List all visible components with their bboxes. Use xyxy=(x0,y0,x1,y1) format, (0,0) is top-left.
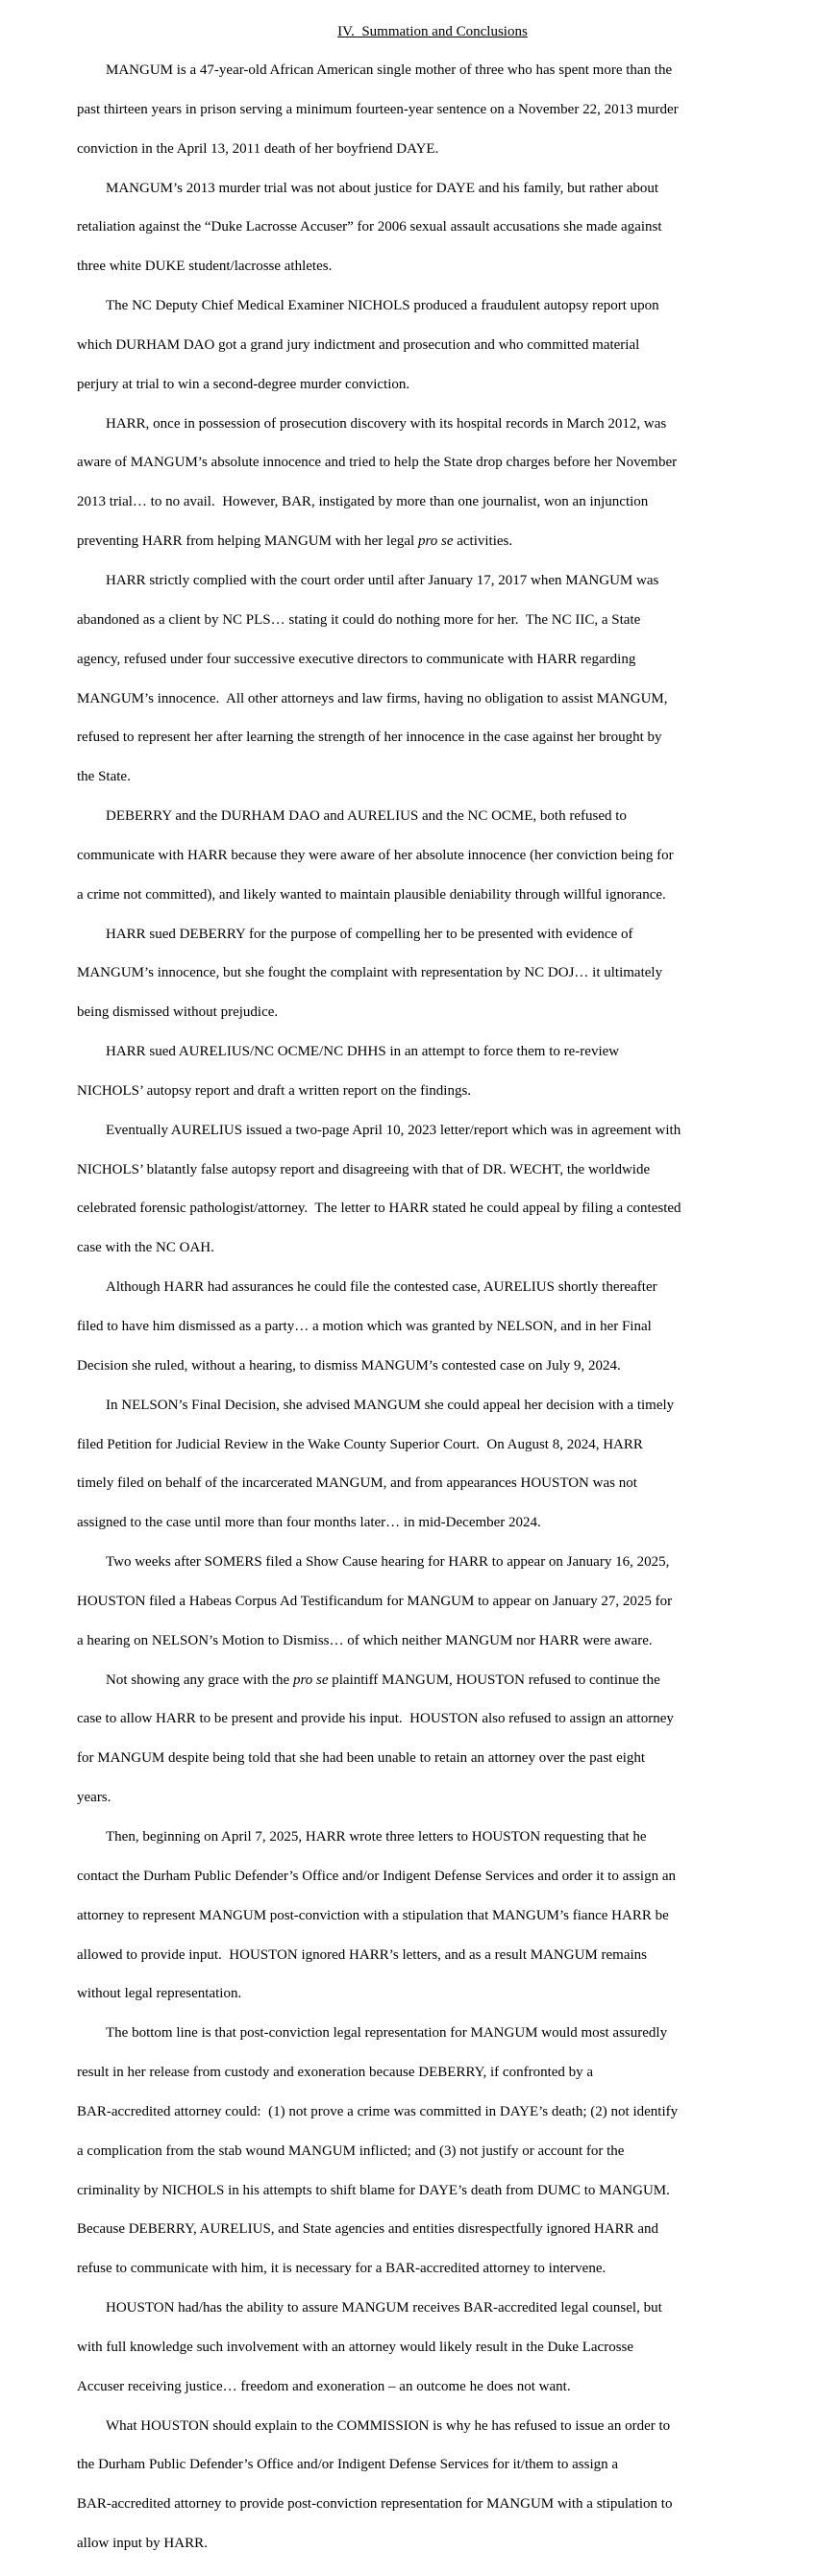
text-line: Two weeks after SOMERS filed a Show Cause hearing for HARR to appear on January 16, 2025, xyxy=(106,1554,670,1571)
text-line: the Durham Public Defender’s Office and/or Indigent Defense Services for it/them to assign a xyxy=(77,2457,619,2473)
text-line: HARR sued DEBERRY for the purpose of compelling her to be presented with evidence of xyxy=(106,926,633,942)
paragraph xyxy=(77,915,788,1033)
text-line: agency, refused under four successive executive directors to communicate with HARR regarding xyxy=(77,651,636,667)
paragraph xyxy=(77,1032,788,1111)
paragraph xyxy=(77,1386,788,1543)
paragraph xyxy=(77,1111,788,1268)
text-line: 2013 trial… to no avail. However, BAR, instigated by more than one journalist, won an injunction xyxy=(77,494,649,510)
text-line: communicate with HARR because they were aware of her absolute innocence (her conviction being for xyxy=(77,847,674,863)
paragraph xyxy=(77,1268,788,1386)
paragraph xyxy=(77,2407,788,2564)
text-line: filed Petition for Judicial Review in the Wake County Superior Court. On August 8, 2024, HARR xyxy=(77,1436,643,1452)
text-line: NICHOLS’ autopsy report and draft a written report on the findings. xyxy=(77,1082,472,1099)
text-line: Accuser receiving justice… freedom and exoneration – an outcome he does not want. xyxy=(77,2378,571,2394)
text-line: HARR, once in possession of prosecution discovery with its hospital records in March 2012, was xyxy=(106,415,667,432)
text-line: MANGUM’s innocence, but she fought the complaint with representation by NC DOJ… it ultimately xyxy=(77,965,663,981)
text-line: result in her release from custody and exoneration because DEBERRY, if confronted by a xyxy=(77,2065,594,2081)
text-line: contact the Durham Public Defender’s Office and/or Indigent Defense Services and order it to assign an xyxy=(77,1868,676,1884)
paragraph xyxy=(77,286,788,405)
text-line: Although HARR had assurances he could file the contested case, AURELIUS shortly thereafter xyxy=(106,1279,657,1296)
text-line: being dismissed without prejudice. xyxy=(77,1004,279,1021)
text-line: filed to have him dismissed as a party… a motion which was granted by NELSON, and in her Final xyxy=(77,1319,652,1334)
text-line: aware of MANGUM’s absolute innocence and tried to help the State drop charges before her November xyxy=(77,455,678,471)
paragraph xyxy=(77,169,788,287)
text-line: DEBERRY and the DURHAM DAO and AURELIUS and the NC OCME, both refused to xyxy=(106,808,627,825)
text-line: HARR sued AURELIUS/NC OCME/NC DHHS in an attempt to force them to re-review xyxy=(106,1044,620,1060)
text-line: HOUSTON filed a Habeas Corpus Ad Testificandum for MANGUM to appear on January 27, 2025 for xyxy=(77,1593,673,1609)
text-line: a hearing on NELSON’s Motion to Dismiss… of which neither MANGUM nor HARR were aware. xyxy=(77,1632,653,1648)
text-line: case to allow HARR to be present and provide his input. HOUSTON also refused to assign an attorney xyxy=(77,1711,674,1727)
text-line: years. xyxy=(77,1790,111,1806)
text-line: a crime not committed), and likely wanted to maintain plausible deniability through willful ignorance. xyxy=(77,886,666,903)
text-line: assigned to the case until more than four months later… in mid-December 2024. xyxy=(77,1515,541,1531)
paragraph xyxy=(77,51,788,169)
text-line: refused to represent her after learning the strength of her innocence in the case against her brought by xyxy=(77,730,662,746)
text-line: abandoned as a client by NC PLS… stating it could do nothing more for her. The NC IIC, a State xyxy=(77,611,641,628)
text-line: with full knowledge such involvement with an attorney would likely result in the Duke Lacrosse xyxy=(77,2339,634,2355)
text-line: In NELSON’s Final Decision, she advised MANGUM she could appeal her decision with a timely xyxy=(106,1397,675,1413)
text-line: Decision she ruled, without a hearing, to dismiss MANGUM’s contested case on July 9, 2024. xyxy=(77,1357,621,1374)
text-line: NICHOLS’ blatantly false autopsy report and disagreeing with that of DR. WECHT, the worldwide xyxy=(77,1161,651,1177)
text-line: timely filed on behalf of the incarcerated MANGUM, and from appearances HOUSTON was not xyxy=(77,1475,637,1492)
text-line: Because DEBERRY, AURELIUS, and State agencies and entities disrespectfully ignored HARR and xyxy=(77,2221,659,2238)
text-line: Then, beginning on April 7, 2025, HARR wrote three letters to HOUSTON requesting that he xyxy=(106,1828,647,1845)
section-title-text: IV. Summation and Conclusions xyxy=(337,24,528,39)
text-line: without legal representation. xyxy=(77,1986,242,2002)
text-line: attorney to represent MANGUM post-conviction with a stipulation that MANGUM’s fiance HARR be xyxy=(77,1907,669,1923)
text-line: criminality by NICHOLS in his attempts to shift blame for DAYE’s death from DUMC to MANGUM. xyxy=(77,2182,670,2198)
text-line: The NC Deputy Chief Medical Examiner NICHOLS produced a fraudulent autopsy report upon xyxy=(106,298,659,314)
paragraph xyxy=(77,2014,788,2289)
text-line: celebrated forensic pathologist/attorney. The letter to HARR stated he could appeal by filing a contested xyxy=(77,1201,681,1217)
text-line: which DURHAM DAO got a grand jury indictment and prosecution and who committed material xyxy=(77,336,640,353)
text-line: a complication from the stab wound MANGUM inflicted; and (3) not justify or account for the xyxy=(77,2143,625,2159)
paragraph xyxy=(77,561,788,797)
text-line: for MANGUM despite being told that she had been unable to retain an attorney over the past eight xyxy=(77,1750,646,1767)
paragraph xyxy=(77,405,788,561)
text-line: conviction in the April 13, 2011 death of her boyfriend DAYE. xyxy=(77,140,439,157)
text-line: The bottom line is that post-conviction legal representation for MANGUM would most assuredly xyxy=(106,2025,668,2042)
text-line: What HOUSTON should explain to the COMMISSION is why he has refused to issue an order to xyxy=(106,2417,671,2434)
text-line: allowed to provide input. HOUSTON ignored HARR’s letters, and as a result MANGUM remains xyxy=(77,1946,647,1963)
text-line: preventing HARR from helping MANGUM with her legal pro se activities. xyxy=(77,533,513,550)
text-line: HOUSTON had/has the ability to assure MANGUM receives BAR-accredited legal counsel, but xyxy=(106,2300,662,2316)
text-line: three white DUKE student/lacrosse athletes. xyxy=(77,259,333,275)
text-line: past thirteen years in prison serving a minimum fourteen-year sentence on a November 22, 2013 murder xyxy=(77,101,679,117)
text-line: MANGUM’s innocence. All other attorneys and law firms, having no obligation to assist MANGUM, xyxy=(77,690,668,706)
text-line: Eventually AURELIUS issued a two-page April 10, 2023 letter/report which was in agreement with xyxy=(106,1122,681,1138)
text-line: allow input by HARR. xyxy=(77,2536,208,2552)
paragraph xyxy=(77,2289,788,2407)
text-line: the State. xyxy=(77,769,131,785)
text-line: Not showing any grace with the pro se plaintiff MANGUM, HOUSTON refused to continue the xyxy=(106,1672,660,1688)
text-line: refuse to communicate with him, it is necessary for a BAR-accredited attorney to intervene. xyxy=(77,2261,607,2277)
text-line: retaliation against the “Duke Lacrosse Accuser” for 2006 sexual assault accusations she made against xyxy=(77,219,662,235)
text-line: perjury at trial to win a second-degree murder conviction. xyxy=(77,376,410,392)
paragraph xyxy=(77,1818,788,2014)
text-line: HARR strictly complied with the court order until after January 17, 2017 when MANGUM was xyxy=(106,572,659,588)
text-line: case with the NC OAH. xyxy=(77,1240,214,1256)
paragraph xyxy=(77,1543,788,1661)
text-line: MANGUM is a 47-year-old African American single mother of three who has spent more than the xyxy=(106,62,673,78)
text-line: BAR-accredited attorney to provide post-conviction representation for MANGUM with a stipulation to xyxy=(77,2496,673,2513)
paragraph xyxy=(77,1661,788,1818)
section-title xyxy=(77,12,788,51)
text-line: BAR-accredited attorney could: (1) not prove a crime was committed in DAYE’s death; (2) not identify xyxy=(77,2103,679,2119)
paragraph xyxy=(77,797,788,915)
document-body xyxy=(77,51,788,2564)
text-line: MANGUM’s 2013 murder trial was not about justice for DAYE and his family, but rather about xyxy=(106,180,659,196)
